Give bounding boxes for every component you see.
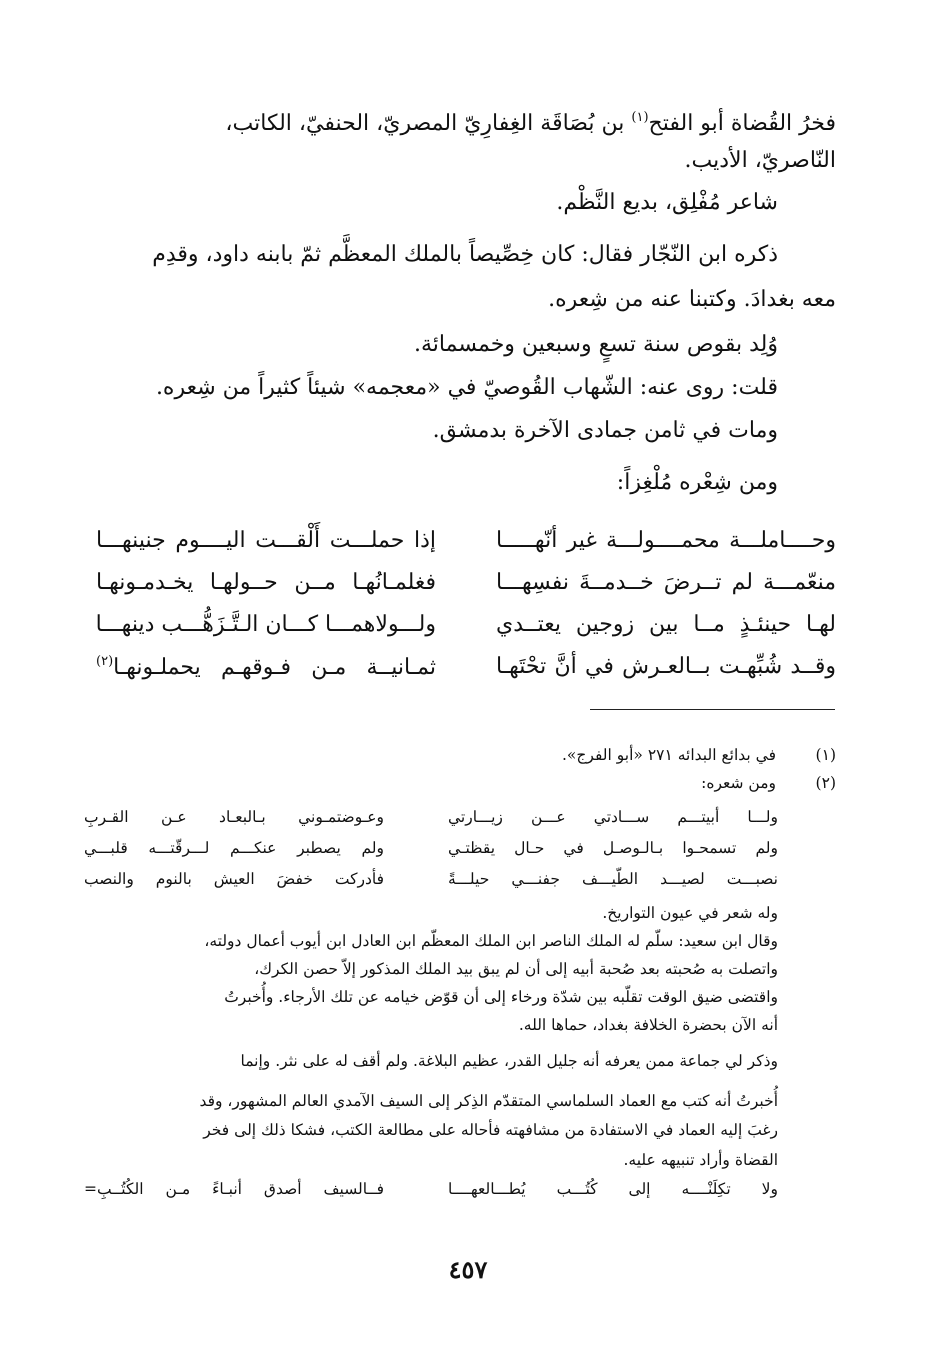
footnote-paragraph-line: وذكر لي جماعة ممن يعرفه أنه جليل القدر، عظيم البلاغة. ولم أقف له على نثر. وإنما (240, 1052, 778, 1070)
verse-row (96, 654, 836, 688)
verse-row (96, 570, 836, 604)
footnote-verse-row (84, 870, 778, 894)
main-line-7: قلت: روى عنه: الشّهاب القُوصيّ في «معجمه» شيئاً كثيراً من شِعره. (155, 375, 778, 400)
verse-first-hemistich: ولا تكِلَنْــــه إلى كُتُـــب يُطـــالعهــــا (448, 1180, 778, 1198)
verse-row (96, 612, 836, 646)
verse-row (96, 528, 836, 562)
footnote-number-2: (٢) (815, 774, 836, 792)
footnote-1-text: في بدائع البدائه ٢٧١ «أبو الفرج». (562, 746, 776, 764)
footnote-paragraph-line: وقال ابن سعيد: سلّم له الملك الناصر ابن الملك المعظّم ابن العادل ابن أيوب أعمال دولته، (204, 932, 778, 950)
footnote-paragraph-line: أُخبرتُ أنه كتب مع العماد السلماسي المتقدّم الذِكر إلى السيف الآمدي العالم المشهور، وقد (199, 1092, 778, 1110)
main-line-8: ومات في ثامن جمادى الآخرة بدمشق. (432, 418, 778, 443)
verse-second-hemistich: فأدركت خفضَ العيش بالنوم والنصب (84, 870, 384, 888)
main-line-1 (96, 103, 836, 139)
verse-second-hemistich: وعـوضتمـوني بـالبعـاد عـن القـربِ (84, 808, 384, 826)
footnote-paragraph-line: واتصلت به صُحبته بعد صُحبة أبيه إلى أن لم يبق بيد الملك المذكور إلاّ حصن الكرك، (254, 960, 778, 978)
page-number: ٤٥٧ (448, 1255, 488, 1284)
main-line-6: وُلِد بقوص سنة تسعٍ وسبعين وخمسمائة. (414, 332, 778, 357)
verse-first-hemistich: منعّمـــة لم تــرضَ خــدمــةَ نفسِهـــا (496, 570, 836, 595)
footnote-separator (590, 709, 835, 710)
footnote-paragraph-line: رغبَ إليه العماد في الاستفادة من مشافهته فأحاله على مطالعة الكتب، فشكا ذلك إلى فخر (203, 1121, 778, 1139)
verse-second-hemistich: ولـــولاهمـــا كـــان الـتَّـزَهُّـــب دينهـــا (95, 612, 436, 637)
verse-first-hemistich: لهـا حينئـذٍ مــا بين زوجين يعتــدي (496, 612, 836, 637)
footnote-2-intro: ومن شعره: (701, 774, 776, 792)
main-line-1-end: بن بُصَاقَة الغِفارِيّ المصريّ، الحنفيّ، الكاتب، (225, 111, 625, 136)
main-line-5: معه بغدادَ. وكتبنا عنه من شِعره. (548, 287, 836, 312)
footnote-paragraph-line: واقتضى ضيق الوقت تقلّبه بين شدّة ورخاء إلى أن قوّض خيامه عن تلك الأرجاء. وأُخبرتُ (224, 988, 778, 1006)
verse-first-hemistich: وحــــاملـــة محمــــولـــة غير أنّهـــــا (496, 528, 836, 553)
verse-first-hemistich: ولـــا أبيتـــم ســـادتي عـــن زيـــارتي (448, 808, 778, 826)
footnote-verse-row (84, 839, 778, 863)
footnote-verse-row (84, 808, 778, 832)
footnote-paragraph-line: أنه الآن بحضرة الخلافة بغداد، حماها الله. (518, 1016, 778, 1034)
main-line-9: ومن شِعْره مُلْغِزاً: (616, 470, 778, 495)
footnote-paragraph-line: القضاة وأراد تنبيهه عليه. (623, 1151, 778, 1169)
verse-second-hemistich (96, 654, 436, 680)
footnote-number-1: (١) (815, 746, 836, 764)
verse-second-hemistich: فغلمـانُهـا مــن حــولهـا يخـدمـونهـا (96, 570, 436, 595)
main-line-4: ذكره ابن النّجّار فقال: كان خِصِّيصاً بالملك المعظَّم ثمّ بابنه داود، وقدِم (152, 242, 778, 267)
verse-second-hemistich: ولم يصطبر عنكـــم لـــرقّتـــه قلبـــي (84, 839, 384, 857)
footnote-verse-row (84, 1180, 778, 1204)
verse-second-hemistich-text: ثمـانيــة مـن فـوقهـم يحملـونهـا (113, 655, 436, 680)
footnote-marker-2: (٢) (96, 654, 114, 669)
verse-first-hemistich: وقــد شُبِّهـت بــالعـرش في أنَّ تحْتَهـا (496, 654, 836, 679)
main-line-3: شاعر مُفْلِق، بديع النَّظْم. (556, 190, 778, 215)
verse-first-hemistich: ولم تسمحـوا بـالـوصـل في حـال يقظتـي (448, 839, 778, 857)
verse-second-hemistich: إذا حملـــت أَلْقـــت اليــــوم جنينهـــا (96, 528, 436, 553)
footnote-marker-1: (١) (631, 110, 649, 125)
main-line-1-start: فخرُ القُضاة أبو الفتح (648, 111, 836, 136)
main-line-2: النّاصريّ، الأديب. (684, 148, 836, 173)
verse-second-hemistich: فــالسيف أصدق أنبـاءً مـن الكُتُــبِ= (84, 1180, 384, 1198)
verse-first-hemistich: نصبـــت لصيـــد الطّيـــف جفنـــي حيلـــةً (448, 870, 778, 888)
footnote-paragraph-line: وله شعر في عيون التواريخ. (602, 904, 778, 922)
